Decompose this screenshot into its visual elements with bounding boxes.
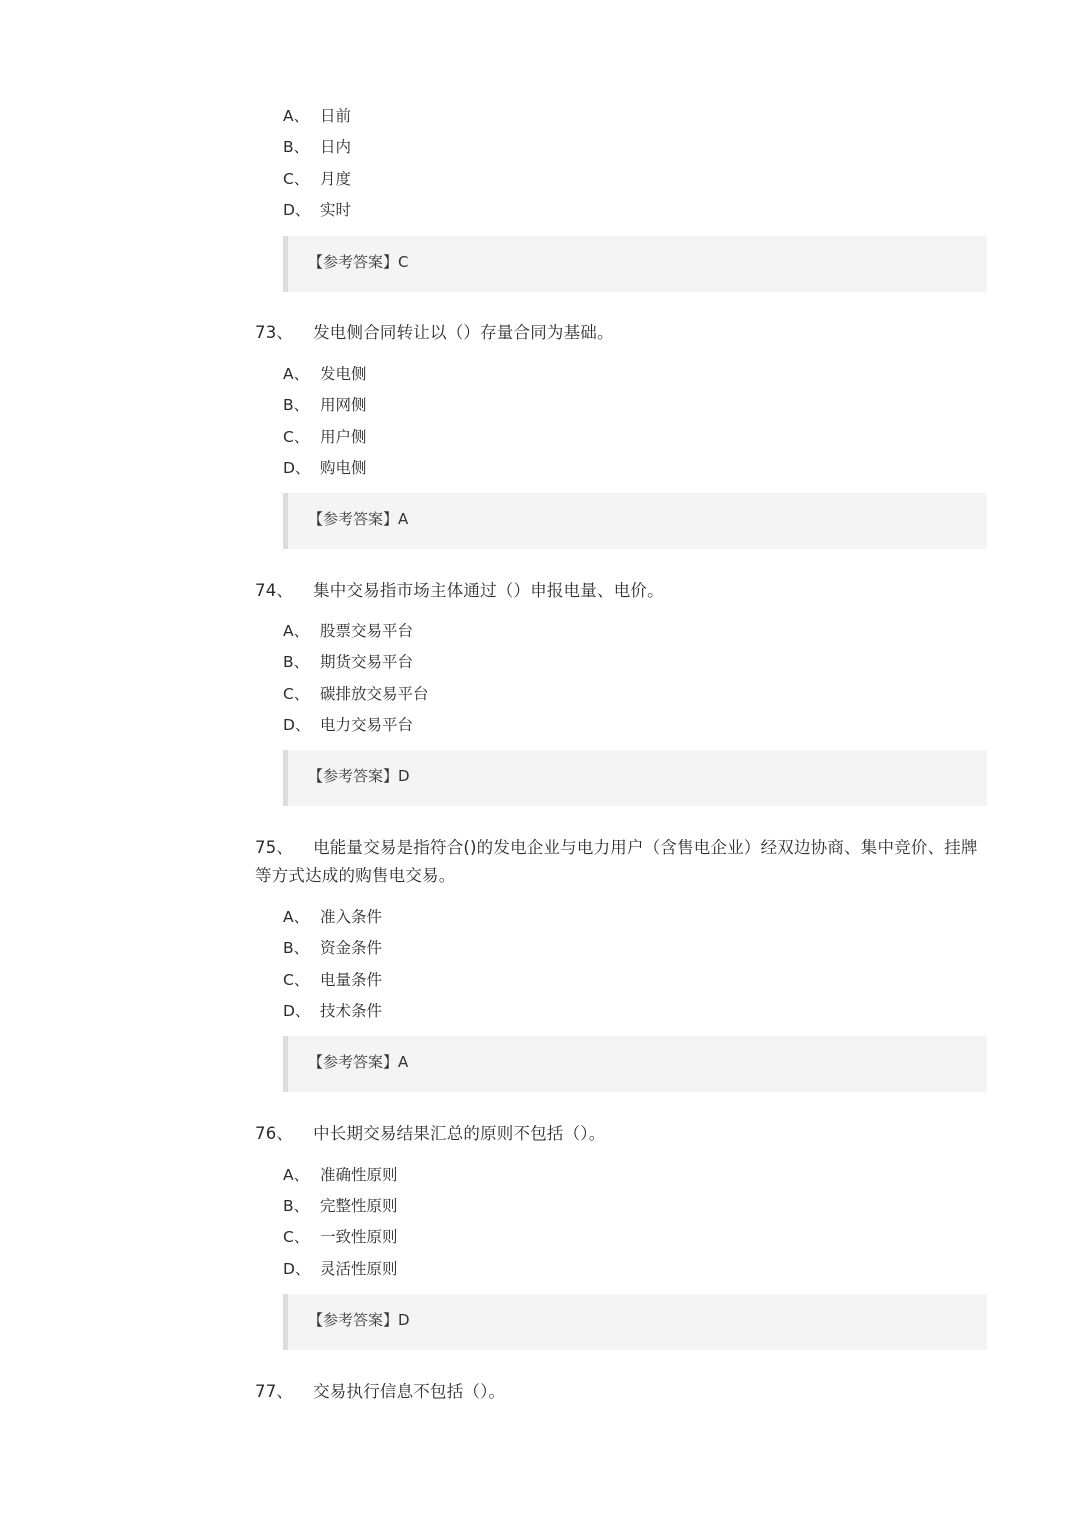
q72-answer-box [283, 236, 987, 292]
option-letter: C、 [283, 170, 310, 188]
option-text: 月度 [320, 170, 352, 188]
q73-answer-box [283, 493, 987, 549]
answer-text: 【参考答案】A [308, 510, 409, 528]
q75-option-a [283, 906, 382, 928]
q76-question [255, 1120, 988, 1148]
option-text: 资金条件 [320, 939, 383, 957]
q77-question [255, 1378, 988, 1406]
option-letter: B、 [283, 138, 310, 156]
q74-option-a [283, 620, 413, 642]
option-letter: A、 [283, 1166, 310, 1184]
option-letter: A、 [283, 107, 310, 125]
option-letter: D、 [283, 1002, 311, 1020]
option-letter: C、 [283, 685, 310, 703]
option-letter: A、 [283, 365, 310, 383]
q76-option-a [283, 1164, 398, 1186]
q74-question [255, 577, 988, 605]
q73-question [255, 319, 988, 347]
q75-option-b [283, 937, 382, 959]
answer-text: 【参考答案】D [308, 1311, 410, 1329]
option-text: 碳排放交易平台 [320, 685, 429, 703]
option-letter: C、 [283, 1228, 310, 1246]
q75-option-c [283, 969, 382, 991]
answer-text: 【参考答案】C [308, 253, 409, 271]
option-text: 购电侧 [320, 459, 367, 477]
option-text: 一致性原则 [320, 1228, 398, 1246]
option-text: 准入条件 [320, 908, 383, 926]
option-letter: B、 [283, 939, 310, 957]
question-text: 电能量交易是指符合()的发电企业与电力用户（含售电企业）经双边协商、集中竞价、挂牌等方式达成的购售电交易。 [255, 838, 978, 885]
option-letter: D、 [283, 201, 311, 219]
question-text: 中长期交易结果汇总的原则不包括（）。 [313, 1124, 606, 1143]
question-number: 77、 [255, 1382, 294, 1401]
q74-option-c [283, 683, 429, 705]
q76-option-b [283, 1195, 398, 1217]
q76-option-c [283, 1226, 398, 1248]
q76-answer-box [283, 1294, 987, 1350]
option-text: 股票交易平台 [320, 622, 414, 640]
question-number: 73、 [255, 323, 294, 342]
q74-option-b [283, 651, 413, 673]
option-text: 电力交易平台 [320, 716, 414, 734]
answer-text: 【参考答案】A [308, 1053, 409, 1071]
question-number: 74、 [255, 581, 294, 600]
option-text: 灵活性原则 [320, 1260, 398, 1278]
q72-option-a [283, 105, 351, 127]
answer-text: 【参考答案】D [308, 767, 410, 785]
option-letter: B、 [283, 396, 310, 414]
option-text: 发电侧 [320, 365, 367, 383]
q72-option-b [283, 136, 351, 158]
option-text: 用网侧 [320, 396, 367, 414]
option-text: 完整性原则 [320, 1197, 398, 1215]
q73-option-d [283, 457, 367, 479]
option-letter: C、 [283, 428, 310, 446]
option-letter: B、 [283, 653, 310, 671]
q72-option-c [283, 168, 351, 190]
q73-option-b [283, 394, 367, 416]
option-text: 实时 [320, 201, 352, 219]
q76-option-d [283, 1258, 398, 1280]
option-letter: D、 [283, 1260, 311, 1278]
q72-option-d [283, 199, 351, 221]
option-text: 日前 [320, 107, 352, 125]
option-text: 用户侧 [320, 428, 367, 446]
option-text: 电量条件 [320, 971, 383, 989]
q74-option-d [283, 714, 413, 736]
option-text: 技术条件 [320, 1002, 383, 1020]
q74-answer-box [283, 750, 987, 806]
question-text: 发电侧合同转让以（）存量合同为基础。 [313, 323, 614, 342]
option-letter: D、 [283, 459, 311, 477]
option-letter: D、 [283, 716, 311, 734]
option-letter: A、 [283, 622, 310, 640]
question-number: 76、 [255, 1124, 294, 1143]
q73-option-a [283, 363, 367, 385]
question-text: 集中交易指市场主体通过（）申报电量、电价。 [313, 581, 664, 600]
q75-answer-box [283, 1036, 987, 1092]
option-letter: B、 [283, 1197, 310, 1215]
option-text: 期货交易平台 [320, 653, 414, 671]
q75-question [255, 834, 988, 890]
question-number: 75、 [255, 838, 294, 857]
q73-option-c [283, 426, 367, 448]
option-letter: A、 [283, 908, 310, 926]
option-letter: C、 [283, 971, 310, 989]
option-text: 准确性原则 [320, 1166, 398, 1184]
question-text: 交易执行信息不包括（）。 [313, 1382, 506, 1401]
option-text: 日内 [320, 138, 352, 156]
q75-option-d [283, 1000, 382, 1022]
